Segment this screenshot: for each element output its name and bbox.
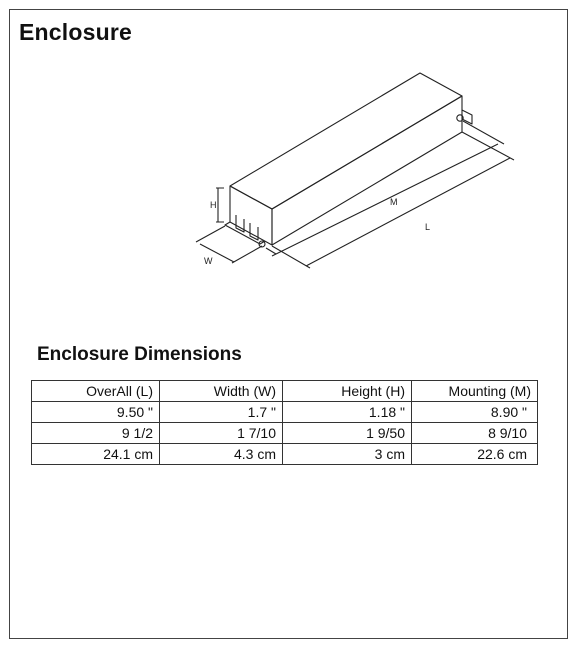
section-title: Enclosure Dimensions	[37, 344, 242, 365]
cell-overall: 9 1/2	[32, 423, 160, 444]
table-header-row	[32, 381, 538, 402]
dim-line-height	[216, 188, 224, 222]
cell-height: 1.18 "	[283, 402, 412, 423]
header-width: Width (W)	[160, 381, 283, 402]
enclosure-drawing	[180, 60, 540, 320]
width-label: W	[204, 256, 213, 266]
header-overall: OverAll (L)	[32, 381, 160, 402]
box-top-face	[230, 73, 462, 209]
length-label: L	[425, 222, 431, 232]
cell-overall: 9.50 "	[32, 402, 160, 423]
mounting-label: M	[390, 197, 398, 207]
cell-width: 1.7 "	[160, 402, 283, 423]
dimensions-table	[31, 380, 538, 465]
cell-mounting: 22.6 cm	[412, 444, 538, 465]
cell-overall: 24.1 cm	[32, 444, 160, 465]
table-row	[32, 444, 538, 465]
height-label: H	[210, 200, 217, 210]
cell-height: 1 9/50	[283, 423, 412, 444]
cell-height: 3 cm	[283, 444, 412, 465]
table-row	[32, 423, 538, 444]
table-row	[32, 402, 538, 423]
page-title: Enclosure	[19, 19, 133, 45]
header-mounting: Mounting (M)	[412, 381, 538, 402]
box-side-face	[272, 96, 462, 245]
cell-width: 4.3 cm	[160, 444, 283, 465]
header-height: Height (H)	[283, 381, 412, 402]
cell-mounting: 8 9/10	[412, 423, 538, 444]
cell-width: 1 7/10	[160, 423, 283, 444]
cell-mounting: 8.90 "	[412, 402, 538, 423]
